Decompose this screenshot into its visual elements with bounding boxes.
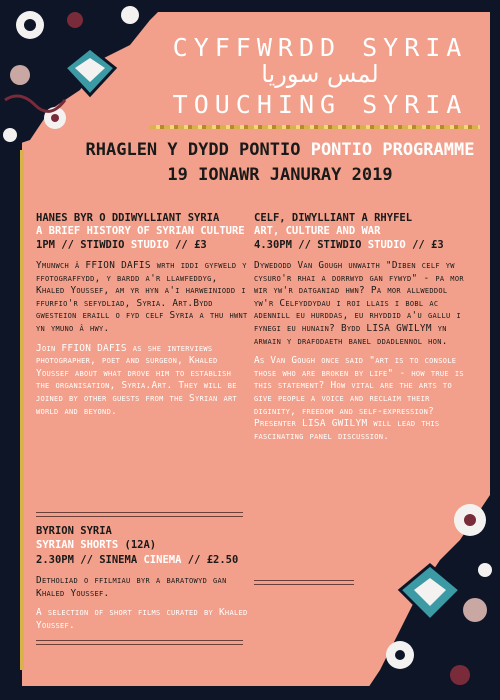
event-description-english: A selection of short films curated by Khaled Youssef. [36, 607, 248, 631]
event-description-welsh: Detholiad o ffilmiau byr a baratowyd gan Khaled Youssef. [36, 575, 227, 599]
programme-heading [80, 140, 480, 160]
event-description-welsh: Ymunwch â FFION DAFIS wrth iddi gyfweld y ffotograffydd, y bardd a'r llawfeddyg, Khaled Youssef, am yr hyn a'i harweiniodd i ffurfio'r sefydliad, Syria. Art.Bydd gwesteion eraill o fyd celf Syria a thu hwnt yn ymuno â hwy. [36, 260, 248, 334]
divider-rule [36, 512, 243, 517]
event-description-english: Join FFION DAFIS as she interviews photographer, poet and surgeon, Khaled Youssef about what drove him to establish the organisation, Syria.Art. They will be joined by other guests from the Syrian art world and beyond. [36, 342, 238, 417]
event-time [254, 238, 469, 253]
event-price: // £3 [175, 239, 207, 251]
event-rating: (12A) [124, 539, 157, 551]
event-time [36, 553, 248, 568]
event-description-welsh: Dywedodd Van Gough unwaith "Diben celf yw cysuro'r rhai a dorrwyd gan fywyd" - pa mor wir yw'r datganiad hwn? Pa mor allweddol yw'r Celfyddydau i roi llais i bobl ac adennill eu hurddas, eu rhyddid a'u gallu i fynegi eu hunain? Bydd LISA GWILYM yn arwain y drafodaeth banel ddadlennol hon. [254, 260, 464, 347]
event-venue-english: STUDIO [367, 239, 406, 251]
textile-pattern-top-left [0, 0, 170, 150]
event-brief-history [36, 212, 248, 418]
title-welsh: CYFFWRDD SYRIA [172, 33, 468, 62]
event-description-english: As Van Gough once said "art is to console those who are broken by life" - how true is this statement? How vital are the arts to give people a voice and reclaim their diginity, freedom and self-expression? Presenter LISA GWILYM will lead this fascinating panel discussion. [254, 355, 464, 442]
decorative-strip-left [0, 150, 26, 670]
divider-rule [254, 580, 354, 585]
event-venue-english: CINEMA [143, 554, 182, 566]
event-price: // £2.50 [187, 554, 239, 566]
event-price: // £3 [412, 239, 444, 251]
event-title-welsh: HANES BYR O DDIWYLLIANT SYRIA [36, 212, 220, 224]
programme-english: PONTIO PROGRAMME [310, 140, 475, 160]
divider-rule [36, 640, 243, 645]
event-title-english-row [36, 538, 248, 553]
decorative-strip-bottom [0, 686, 500, 700]
event-time-prefix: 2.30PM // SINEMA [36, 554, 138, 566]
textile-pattern-bottom-right [360, 480, 500, 700]
title-arabic: لمس سوريا [261, 60, 379, 88]
gold-divider [150, 125, 480, 129]
programme-welsh: RHAGLEN Y DYDD PONTIO [85, 140, 301, 160]
event-title-english: SYRIAN SHORTS [36, 539, 119, 551]
event-time [36, 238, 248, 253]
event-art-culture-war [254, 212, 469, 443]
event-time-prefix: 1PM // STIWDIO [36, 239, 125, 251]
event-time-prefix: 4.30PM // STIWDIO [254, 239, 362, 251]
event-title-welsh: CELF, DIWYLLIANT A RHYFEL [254, 212, 413, 224]
event-title-english: ART, CULTURE AND WAR [254, 225, 381, 237]
programme-date: 19 IONAWR JANURAY 2019 [167, 165, 393, 185]
event-syrian-shorts [36, 525, 248, 632]
title-english: TOUCHING SYRIA [172, 90, 468, 119]
event-title-english: A BRIEF HISTORY OF SYRIAN CULTURE [36, 225, 245, 237]
event-title-welsh: BYRION SYRIA [36, 525, 112, 537]
event-venue-english: STUDIO [130, 239, 169, 251]
